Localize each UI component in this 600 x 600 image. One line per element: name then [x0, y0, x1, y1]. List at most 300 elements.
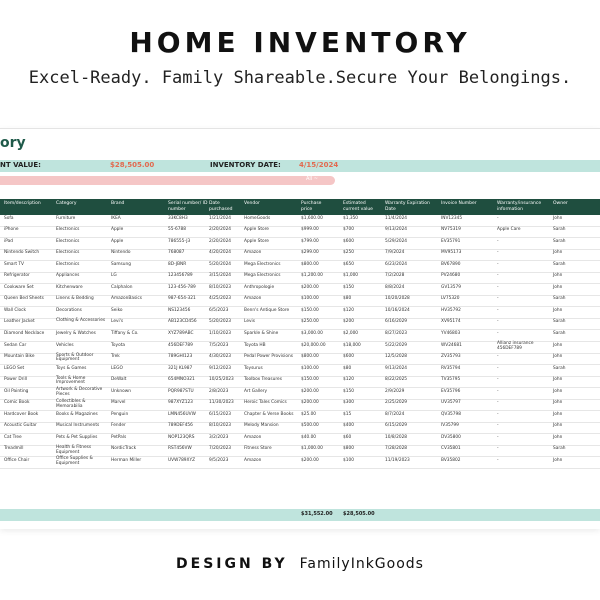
- brand-name: FamilyInkGoods: [299, 556, 424, 572]
- cell-price: $1,000.00: [301, 446, 323, 452]
- table-row[interactable]: [0, 250, 600, 262]
- cell-date: 7/20/2023: [209, 446, 232, 452]
- table-header: [0, 199, 600, 215]
- cell-category: Sports & Outdoor Equipment: [56, 352, 94, 363]
- cell-category: Decorations: [56, 307, 82, 313]
- cell-category: Pets & Pet Supplies: [56, 434, 98, 440]
- cell-serial: 786555-J3: [168, 238, 191, 244]
- cell-warranty-info: -: [497, 457, 499, 463]
- cell-price: $150.00: [301, 307, 319, 313]
- cell-brand: IKEA: [111, 215, 121, 221]
- table-row[interactable]: [0, 342, 600, 354]
- cell-warranty-exp: 2/9/2029: [385, 388, 405, 394]
- cell-price: $800.00: [301, 261, 319, 267]
- cell-item: Treadmill: [4, 446, 24, 452]
- filter-bar[interactable]: [0, 176, 335, 185]
- cell-vendor: HomeGoods: [244, 215, 271, 221]
- cell-warranty-info: -: [497, 377, 499, 383]
- cell-current-value: $800: [343, 446, 354, 452]
- cell-brand: Calphalon: [111, 284, 133, 290]
- cell-price: $200.00: [301, 388, 319, 394]
- cell-warranty-exp: 6/16/2029: [385, 319, 408, 325]
- cell-item: Sedan Car: [4, 342, 27, 348]
- cell-brand: Trek: [111, 354, 120, 360]
- cell-current-value: $1,000: [343, 273, 359, 279]
- cell-invoice: RV35794: [441, 365, 461, 371]
- cell-warranty-exp: 5/29/2024: [385, 238, 408, 244]
- cell-current-value: $80: [343, 296, 352, 302]
- cell-invoice: DV35800: [441, 434, 461, 440]
- cell-item: iPhone: [4, 227, 19, 233]
- cell-date: 2/20/2024: [209, 227, 232, 233]
- cell-price: $999.00: [301, 227, 319, 233]
- cell-serial: AB123CD456: [168, 319, 197, 325]
- cell-date: 6/15/2023: [209, 411, 232, 417]
- cell-vendor: Sparkle & Shine: [244, 330, 279, 336]
- cell-invoice: LV75320: [441, 296, 460, 302]
- cell-invoice: IV35799: [441, 423, 459, 429]
- cell-warranty-exp: 6/23/2024: [385, 261, 408, 267]
- cell-invoice: PV24680: [441, 273, 461, 279]
- cell-serial: 987XYZ123: [168, 400, 193, 406]
- cell-warranty-exp: 7/9/2024: [385, 250, 405, 256]
- cell-warranty-info: Allianz insurance 456DEF789: [497, 341, 534, 351]
- cell-date: 10/25/2023: [209, 377, 234, 383]
- cell-current-value: $15: [343, 411, 352, 417]
- table-row[interactable]: [0, 284, 600, 296]
- cell-owner: John: [553, 342, 563, 348]
- cell-category: Kitchenware: [56, 284, 83, 290]
- cell-item: Comic Book: [4, 400, 30, 406]
- cell-warranty-info: -: [497, 411, 499, 417]
- cell-item: iPad: [4, 238, 13, 244]
- cell-warranty-info: -: [497, 423, 499, 429]
- total-value-label: NT VALUE:: [0, 161, 41, 169]
- cell-date: 9/5/2023: [209, 457, 229, 463]
- cell-date: 8/10/2023: [209, 284, 232, 290]
- cell-owner: Sarah: [553, 238, 566, 244]
- table-row[interactable]: [0, 273, 600, 285]
- cell-owner: John: [553, 250, 563, 256]
- cell-vendor: Amazon: [244, 457, 262, 463]
- cell-current-value: $2,000: [343, 330, 359, 336]
- cell-serial: 321J KL987: [168, 365, 193, 371]
- cell-vendor: Amazon: [244, 434, 262, 440]
- cell-warranty-exp: 12/5/2028: [385, 354, 408, 360]
- cell-brand: Seiko: [111, 307, 123, 313]
- cell-warranty-exp: 9/13/2024: [385, 365, 408, 371]
- cell-price: $200.00: [301, 284, 319, 290]
- cell-vendor: Mega Electronics: [244, 273, 281, 279]
- cell-serial: 789DEF456: [168, 423, 193, 429]
- cell-current-value: $60: [343, 434, 352, 440]
- cell-invoice: HV35792: [441, 307, 461, 313]
- cell-category: Office Supplies & Equipment: [56, 456, 93, 467]
- cell-date: 3/15/2024: [209, 273, 232, 279]
- cell-brand: LG: [111, 273, 117, 279]
- table-row[interactable]: [0, 457, 600, 469]
- cell-vendor: Art Gallery: [244, 388, 268, 394]
- cell-vendor: Amazon: [244, 296, 262, 302]
- cell-invoice: UV35797: [441, 400, 461, 406]
- cell-item: Cat Tree: [4, 434, 22, 440]
- cell-current-value: $300: [343, 400, 354, 406]
- cell-current-value: $120: [343, 307, 354, 313]
- cell-price: $20,000.00: [301, 342, 326, 348]
- cell-serial: RST456VW: [168, 446, 192, 452]
- cell-item: Sofa: [4, 215, 14, 221]
- footer: [0, 556, 600, 572]
- cell-current-value: $600: [343, 354, 354, 360]
- cell-current-value: $650: [343, 261, 354, 267]
- cell-date: 1/21/2024: [209, 215, 232, 221]
- cell-warranty-info: -: [497, 388, 499, 394]
- cell-category: Collectibles & Memorabilia: [56, 398, 86, 409]
- cell-brand: Levi's: [111, 319, 124, 325]
- cell-vendor: Chapter & Verse Books: [244, 411, 294, 417]
- cell-item: Mountain Bike: [4, 354, 35, 360]
- cell-owner: John: [553, 354, 563, 360]
- cell-vendor: Heroic Tales Comics: [244, 400, 287, 406]
- cell-serial: XYZ789ABC: [168, 330, 194, 336]
- cell-warranty-exp: 2/25/2029: [385, 400, 408, 406]
- cell-item: Leather Jacket: [4, 319, 35, 325]
- cell-price: $200.00: [301, 400, 319, 406]
- table-row[interactable]: [0, 319, 600, 331]
- cell-brand: Herman Miller: [111, 457, 142, 463]
- cell-warranty-exp: 11/19/2023: [385, 457, 410, 463]
- cell-brand: Apple: [111, 227, 124, 233]
- cell-current-value: $120: [343, 377, 354, 383]
- cell-current-value: $150: [343, 284, 354, 290]
- table-row[interactable]: [0, 238, 600, 250]
- cell-warranty-exp: 7/28/2028: [385, 446, 408, 452]
- cell-category: Musical Instruments: [56, 423, 100, 429]
- cell-vendor: Toolbox Treasures: [244, 377, 282, 383]
- cell-serial: NS123456: [168, 307, 191, 313]
- cell-vendor: Toyota HB: [244, 342, 266, 348]
- col-category: Category: [56, 201, 77, 206]
- col-warranty-exp: Warranty Expiration Date: [385, 201, 430, 212]
- cell-brand: Tiffany & Co.: [111, 330, 139, 336]
- table-body: [0, 215, 600, 469]
- cell-item: Office Chair: [4, 457, 30, 463]
- cell-owner: Sarah: [553, 296, 566, 302]
- cell-warranty-exp: 5/22/2029: [385, 342, 408, 348]
- cell-price: $1,200.00: [301, 273, 323, 279]
- cell-warranty-exp: 11/4/2024: [385, 215, 408, 221]
- page-title: HOME INVENTORY: [129, 26, 471, 59]
- cell-warranty-info: Apple Care: [497, 227, 521, 233]
- cell-serial: 456DEF789: [168, 342, 193, 348]
- cell-current-value: $80: [343, 365, 352, 371]
- cell-current-value: $18,000: [343, 342, 361, 348]
- cell-invoice: MV95173: [441, 250, 462, 256]
- table-row[interactable]: [0, 227, 600, 239]
- table-row[interactable]: [0, 261, 600, 273]
- cell-current-value: $1,350: [343, 215, 359, 221]
- cell-serial: 8D-JBNR: [168, 261, 187, 267]
- cell-category: Furniture: [56, 215, 76, 221]
- cell-invoice: INV12345: [441, 215, 463, 221]
- cell-price: $25.00: [301, 411, 317, 417]
- cell-item: Refrigerator: [4, 273, 30, 279]
- cell-serial: 987-654-321: [168, 296, 196, 302]
- cell-brand: Nintendo: [111, 250, 131, 256]
- cell-owner: John: [553, 215, 563, 221]
- cell-date: 4/25/2023: [209, 296, 232, 302]
- cell-warranty-info: -: [497, 354, 499, 360]
- col-brand: Brand: [111, 201, 125, 206]
- col-serial: Serial number/ ID number: [168, 201, 208, 212]
- filter-dropdown-label[interactable]: All ~: [306, 176, 318, 182]
- cell-owner: John: [553, 273, 563, 279]
- cell-category: Electronics: [56, 250, 80, 256]
- cell-date: 2/8/2023: [209, 388, 229, 394]
- cell-item: Smart TV: [4, 261, 24, 267]
- col-item: Item/description: [4, 201, 41, 206]
- cell-category: Vehicles: [56, 342, 74, 348]
- cell-warranty-info: -: [497, 261, 499, 267]
- cell-invoice: QV35798: [441, 411, 461, 417]
- cell-price: $500.00: [301, 423, 319, 429]
- total-purchase: $31,552.00: [301, 511, 333, 517]
- cell-owner: Sarah: [553, 319, 566, 325]
- cell-owner: Sarah: [553, 446, 566, 452]
- cell-owner: John: [553, 423, 563, 429]
- cell-date: 5/20/2024: [209, 261, 232, 267]
- col-vendor: Vendor: [244, 201, 260, 206]
- cell-price: $100.00: [301, 365, 319, 371]
- cell-owner: John: [553, 388, 563, 394]
- design-by-label: DESIGN BY: [176, 556, 288, 572]
- cell-category: Toys & Games: [56, 365, 87, 371]
- total-current: $28,505.00: [343, 511, 375, 517]
- cell-brand: DeWalt: [111, 377, 127, 383]
- cell-date: 4/20/2024: [209, 250, 232, 256]
- table-row[interactable]: [0, 388, 600, 400]
- cell-item: LEGO Set: [4, 365, 25, 371]
- cell-vendor: Fitness Store: [244, 446, 272, 452]
- cell-vendor: Anthropologie: [244, 284, 275, 290]
- col-price: Purchase price: [301, 201, 322, 212]
- cell-current-value: $700: [343, 227, 354, 233]
- cell-warranty-exp: 9/13/2024: [385, 227, 408, 233]
- cell-current-value: $200: [343, 319, 354, 325]
- cell-brand: Apple: [111, 238, 124, 244]
- cell-category: Artwork & Decorative Pieces: [56, 387, 103, 397]
- cell-date: 3/2/2023: [209, 434, 229, 440]
- cell-date: 6/5/2023: [209, 307, 229, 313]
- cell-category: Appliances: [56, 273, 80, 279]
- cell-warranty-info: -: [497, 307, 499, 313]
- cell-brand: LEGO: [111, 365, 123, 371]
- total-value: $28,505.00: [110, 161, 155, 169]
- cell-vendor: Amazon: [244, 250, 262, 256]
- cell-item: Diamond Necklace: [4, 330, 45, 336]
- cell-serial: 654MNO321: [168, 377, 195, 383]
- col-invoice: Invoice Number: [441, 201, 477, 206]
- cell-invoice: BV35802: [441, 457, 461, 463]
- cell-category: Health & Fitness Equipment: [56, 444, 92, 455]
- sheet-title: ory: [0, 135, 26, 151]
- cell-invoice: NV75319: [441, 227, 461, 233]
- cell-owner: John: [553, 434, 563, 440]
- cell-category: Electronics: [56, 238, 80, 244]
- cell-item: Oil Painting: [4, 388, 29, 394]
- cell-date: 9/12/2023: [209, 365, 232, 371]
- cell-date: 4/30/2023: [209, 354, 232, 360]
- cell-item: Power Drill: [4, 377, 28, 383]
- cell-owner: Sarah: [553, 330, 566, 336]
- cell-price: $250.00: [301, 319, 319, 325]
- cell-brand: Marvel: [111, 400, 126, 406]
- cell-serial: 123456789: [168, 273, 193, 279]
- cell-vendor: Pedal Power Provisions: [244, 354, 293, 360]
- page-subtitle: Excel-Ready. Family Shareable.Secure Your Belongings.: [28, 68, 572, 88]
- cell-vendor: Toysurus: [244, 365, 263, 371]
- cell-date: 5/20/2023: [209, 319, 232, 325]
- cell-vendor: Benn's Antique Store: [244, 307, 290, 313]
- table-row[interactable]: [0, 400, 600, 412]
- cell-vendor: Apple Store: [244, 238, 269, 244]
- cell-invoice: BV67890: [441, 261, 461, 267]
- cell-warranty-info: -: [497, 400, 499, 406]
- cell-invoice: EV35791: [441, 238, 461, 244]
- cell-invoice: GV13579: [441, 284, 461, 290]
- table-row[interactable]: [0, 215, 600, 227]
- cell-item: Hardcover Book: [4, 411, 39, 417]
- cell-date: 7/5/2023: [209, 342, 229, 348]
- cell-price: $299.00: [301, 250, 319, 256]
- cell-brand: Toyota: [111, 342, 126, 348]
- table-row[interactable]: [0, 354, 600, 366]
- cell-brand: Unknown: [111, 388, 131, 394]
- cell-brand: Samsung: [111, 261, 131, 267]
- table-row[interactable]: [0, 423, 600, 435]
- cell-owner: John: [553, 307, 563, 313]
- cell-invoice: EV35796: [441, 388, 461, 394]
- cell-warranty-exp: 8/22/2025: [385, 377, 408, 383]
- cell-price: $1,600.00: [301, 215, 323, 221]
- cell-current-value: $250: [343, 250, 354, 256]
- cell-brand: AmazonBasics: [111, 296, 142, 302]
- cell-warranty-exp: 10/20/2028: [385, 296, 410, 302]
- cell-warranty-info: -: [497, 284, 499, 290]
- cell-category: Electronics: [56, 227, 80, 233]
- cell-price: $150.00: [301, 377, 319, 383]
- cell-category: Linens & Bedding: [56, 296, 94, 302]
- cell-invoice: YV46803: [441, 330, 461, 336]
- table-row[interactable]: [0, 296, 600, 308]
- cell-price: $200.00: [301, 457, 319, 463]
- cell-warranty-exp: 8/27/2023: [385, 330, 408, 336]
- cell-warranty-info: -: [497, 250, 499, 256]
- cell-owner: John: [553, 284, 563, 290]
- cell-invoice: WV24681: [441, 342, 462, 348]
- cell-warranty-exp: 6/15/2029: [385, 423, 408, 429]
- cell-warranty-info: -: [497, 446, 499, 452]
- cell-date: 1/10/2023: [209, 330, 232, 336]
- table-row[interactable]: [0, 365, 600, 377]
- cell-date: 11/30/2023: [209, 400, 234, 406]
- cell-warranty-info: -: [497, 238, 499, 244]
- cell-serial: PQR987STU: [168, 388, 194, 394]
- cell-owner: John: [553, 400, 563, 406]
- cell-owner: Sarah: [553, 365, 566, 371]
- cell-warranty-info: -: [497, 365, 499, 371]
- cell-current-value: $600: [343, 238, 354, 244]
- cell-item: Cookware Set: [4, 284, 34, 290]
- summary-bar: [0, 160, 600, 172]
- cell-warranty-info: -: [497, 330, 499, 336]
- cell-category: Jewelry & Watches: [56, 330, 96, 336]
- cell-serial: 55-6788: [168, 227, 186, 233]
- cell-owner: John: [553, 457, 563, 463]
- cell-price: $3,000.00: [301, 330, 323, 336]
- cell-serial: NOP123QRS: [168, 434, 195, 440]
- cell-owner: Sarah: [553, 227, 566, 233]
- totals-bar: [0, 509, 600, 521]
- cell-warranty-exp: 7/2/2028: [385, 273, 405, 279]
- cell-item: Acoustic Guitar: [4, 423, 37, 429]
- cell-price: $40.00: [301, 434, 317, 440]
- cell-brand: NordicTrack: [111, 446, 137, 452]
- cell-warranty-exp: 8/8/2024: [385, 284, 405, 290]
- cell-invoice: TV35795: [441, 377, 461, 383]
- col-owner: Owner: [553, 201, 568, 206]
- cell-invoice: ZV35793: [441, 354, 461, 360]
- spreadsheet-preview: [0, 128, 600, 529]
- cell-invoice: XV95174: [441, 319, 461, 325]
- cell-invoice: CV35801: [441, 446, 461, 452]
- cell-vendor: Apple Store: [244, 227, 269, 233]
- cell-category: Tools & Home Improvement: [56, 375, 86, 386]
- cell-item: Queen Bed Sheets: [4, 296, 44, 302]
- inventory-date-label: INVENTORY DATE:: [210, 161, 281, 169]
- cell-category: Electronics: [56, 261, 80, 267]
- cell-item: Nintendo Switch: [4, 250, 40, 256]
- col-current-value: Estimated current value: [343, 201, 373, 212]
- cell-date: 2/20/2024: [209, 238, 232, 244]
- cell-serial: 33KC8H3: [168, 215, 188, 221]
- cell-warranty-info: -: [497, 215, 499, 221]
- cell-brand: PetPals: [111, 434, 127, 440]
- cell-owner: John: [553, 377, 563, 383]
- inventory-date-value: 4/15/2024: [299, 161, 339, 169]
- cell-current-value: $150: [343, 388, 354, 394]
- cell-owner: John: [553, 411, 563, 417]
- cell-warranty-info: -: [497, 434, 499, 440]
- cell-serial: 123-456-789: [168, 284, 196, 290]
- cell-category: Books & Magazines: [56, 411, 98, 417]
- cell-price: $799.00: [301, 238, 319, 244]
- cell-warranty-exp: 10/8/2028: [385, 434, 408, 440]
- cell-category: Clothing & Accessories: [56, 317, 106, 323]
- cell-current-value: $100: [343, 457, 354, 463]
- col-date: Date purchased: [209, 201, 233, 212]
- cell-price: $100.00: [301, 296, 319, 302]
- cell-serial: 768087: [168, 250, 185, 256]
- cell-warranty-info: -: [497, 319, 499, 325]
- cell-warranty-info: -: [497, 273, 499, 279]
- cell-vendor: Melody Mansion: [244, 423, 279, 429]
- cell-warranty-info: -: [497, 296, 499, 302]
- cell-warranty-exp: 10/16/2024: [385, 307, 410, 313]
- table-row[interactable]: [0, 411, 600, 423]
- cell-brand: Penguin: [111, 411, 129, 417]
- cell-warranty-exp: 8/7/2024: [385, 411, 405, 417]
